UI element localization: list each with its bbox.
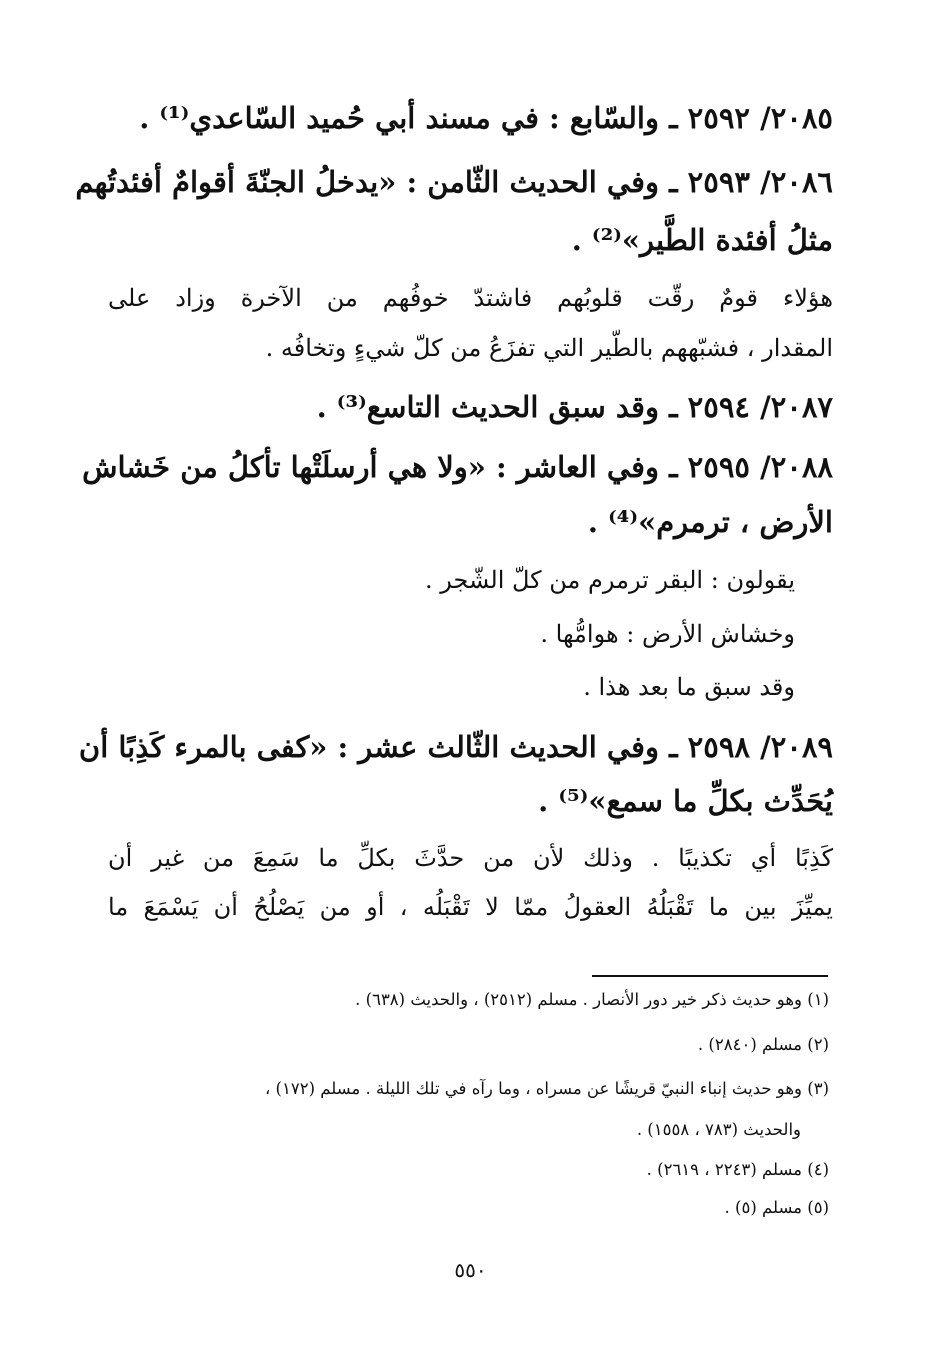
- commentary-text: المقدار ، فشبّههم بالطّير التي تفزَعُ من كلّ شيءٍ وتخافُه .: [265, 334, 833, 362]
- commentary-line: [108, 846, 833, 870]
- hadith-number: ٢٠٨٧/ ٢٥٩٤ ـ: [669, 390, 833, 424]
- footnote-1: (١) وهو حديث ذكر خير دور الأنصار . مسلم (٢٥١٢) ، والحديث (٦٣٨) .: [355, 990, 829, 1009]
- footnote-5: (٥) مسلم (٥) .: [724, 1198, 829, 1217]
- hadith-number: ٢٠٨٦/ ٢٥٩٣ ـ: [669, 165, 833, 199]
- footnote-2: (٢) مسلم (٢٨٤٠) .: [697, 1035, 829, 1054]
- commentary-line: [108, 895, 833, 919]
- commentary-text: وخشاش الأرض : هوامُّها .: [540, 620, 795, 648]
- hadith-number: ٢٠٨٥/ ٢٥٩٢ ـ: [669, 101, 833, 135]
- hadith-text: يُحَدِّث بكلِّ ما سمع»⁽⁵⁾ .: [538, 784, 833, 818]
- commentary-text: يميِّزَ بين ما تَقْبَلُهُ العقولُ ممّا لا تَقْبَلُه ، أو من يَصْلُحُ أن يَسْمَعَ ما: [108, 893, 833, 921]
- commentary-line: [105, 675, 795, 699]
- commentary-line: [108, 336, 833, 360]
- hadith-2088-line: [82, 450, 833, 484]
- footnote-separator: [592, 975, 828, 977]
- hadith-2089-continuation: [108, 784, 833, 818]
- commentary-line: [108, 286, 833, 310]
- hadith-text: مثلُ أفئدة الطَّير»⁽²⁾ .: [571, 223, 833, 257]
- commentary-text: هؤلاء قومٌ رقّت قلوبُهم فاشتدّ خوفُهم من الآخرة وزاد على: [108, 284, 833, 312]
- hadith-2086-continuation: [108, 223, 833, 257]
- commentary-text: وقد سبق ما بعد هذا .: [583, 673, 795, 701]
- page-number: ٥٥٠: [454, 1258, 487, 1282]
- hadith-number: ٢٠٨٩/ ٢٥٩٨ ـ: [669, 730, 833, 764]
- hadith-2089-line: [78, 730, 833, 764]
- footnote-4: (٤) مسلم (٢٢٤٣ ، ٢٦١٩) .: [646, 1160, 829, 1179]
- hadith-2085-line: [108, 101, 833, 135]
- hadith-text: وفي العاشر : «ولا هي أرسلَتْها تأكلُ من خَشاش: [82, 450, 659, 484]
- hadith-2087-line: [108, 390, 833, 424]
- hadith-number: ٢٠٨٨/ ٢٥٩٥ ـ: [669, 450, 833, 484]
- commentary-line: [105, 568, 795, 592]
- hadith-text: وفي الحديث الثّامن : «يدخلُ الجنّةَ أقوامٌ أفئدتُهم: [75, 165, 659, 199]
- hadith-2088-continuation: [108, 505, 833, 539]
- commentary-text: كَذِبًا أي تكذيبًا . وذلك لأن من حدَّثَ بكلِّ ما سَمِعَ من غير أن: [108, 844, 833, 872]
- hadith-text: وفي الحديث الثّالث عشر : «كفى بالمرء كَذِبًا أن: [78, 730, 659, 764]
- hadith-text: وقد سبق الحديث التاسع⁽³⁾ .: [316, 390, 659, 424]
- footnote-3: (٣) وهو حديث إنباء النبيّ قريشًا عن مسراه ، وما رآه في تلك الليلة . مسلم (١٧٢) ،: [264, 1079, 829, 1098]
- hadith-text: والسّابع : في مسند أبي حُميد السّاعدي⁽¹⁾ .: [139, 101, 659, 135]
- footnote-3-continuation: والحديث (٧٨٣ ، ١٥٥٨) .: [636, 1120, 801, 1139]
- hadith-text: الأرض ، ترمرم»⁽⁴⁾ .: [587, 505, 833, 539]
- commentary-line: [105, 622, 795, 646]
- commentary-text: يقولون : البقر ترمرم من كلّ الشّجر .: [424, 566, 795, 594]
- hadith-2086-line: [75, 165, 833, 199]
